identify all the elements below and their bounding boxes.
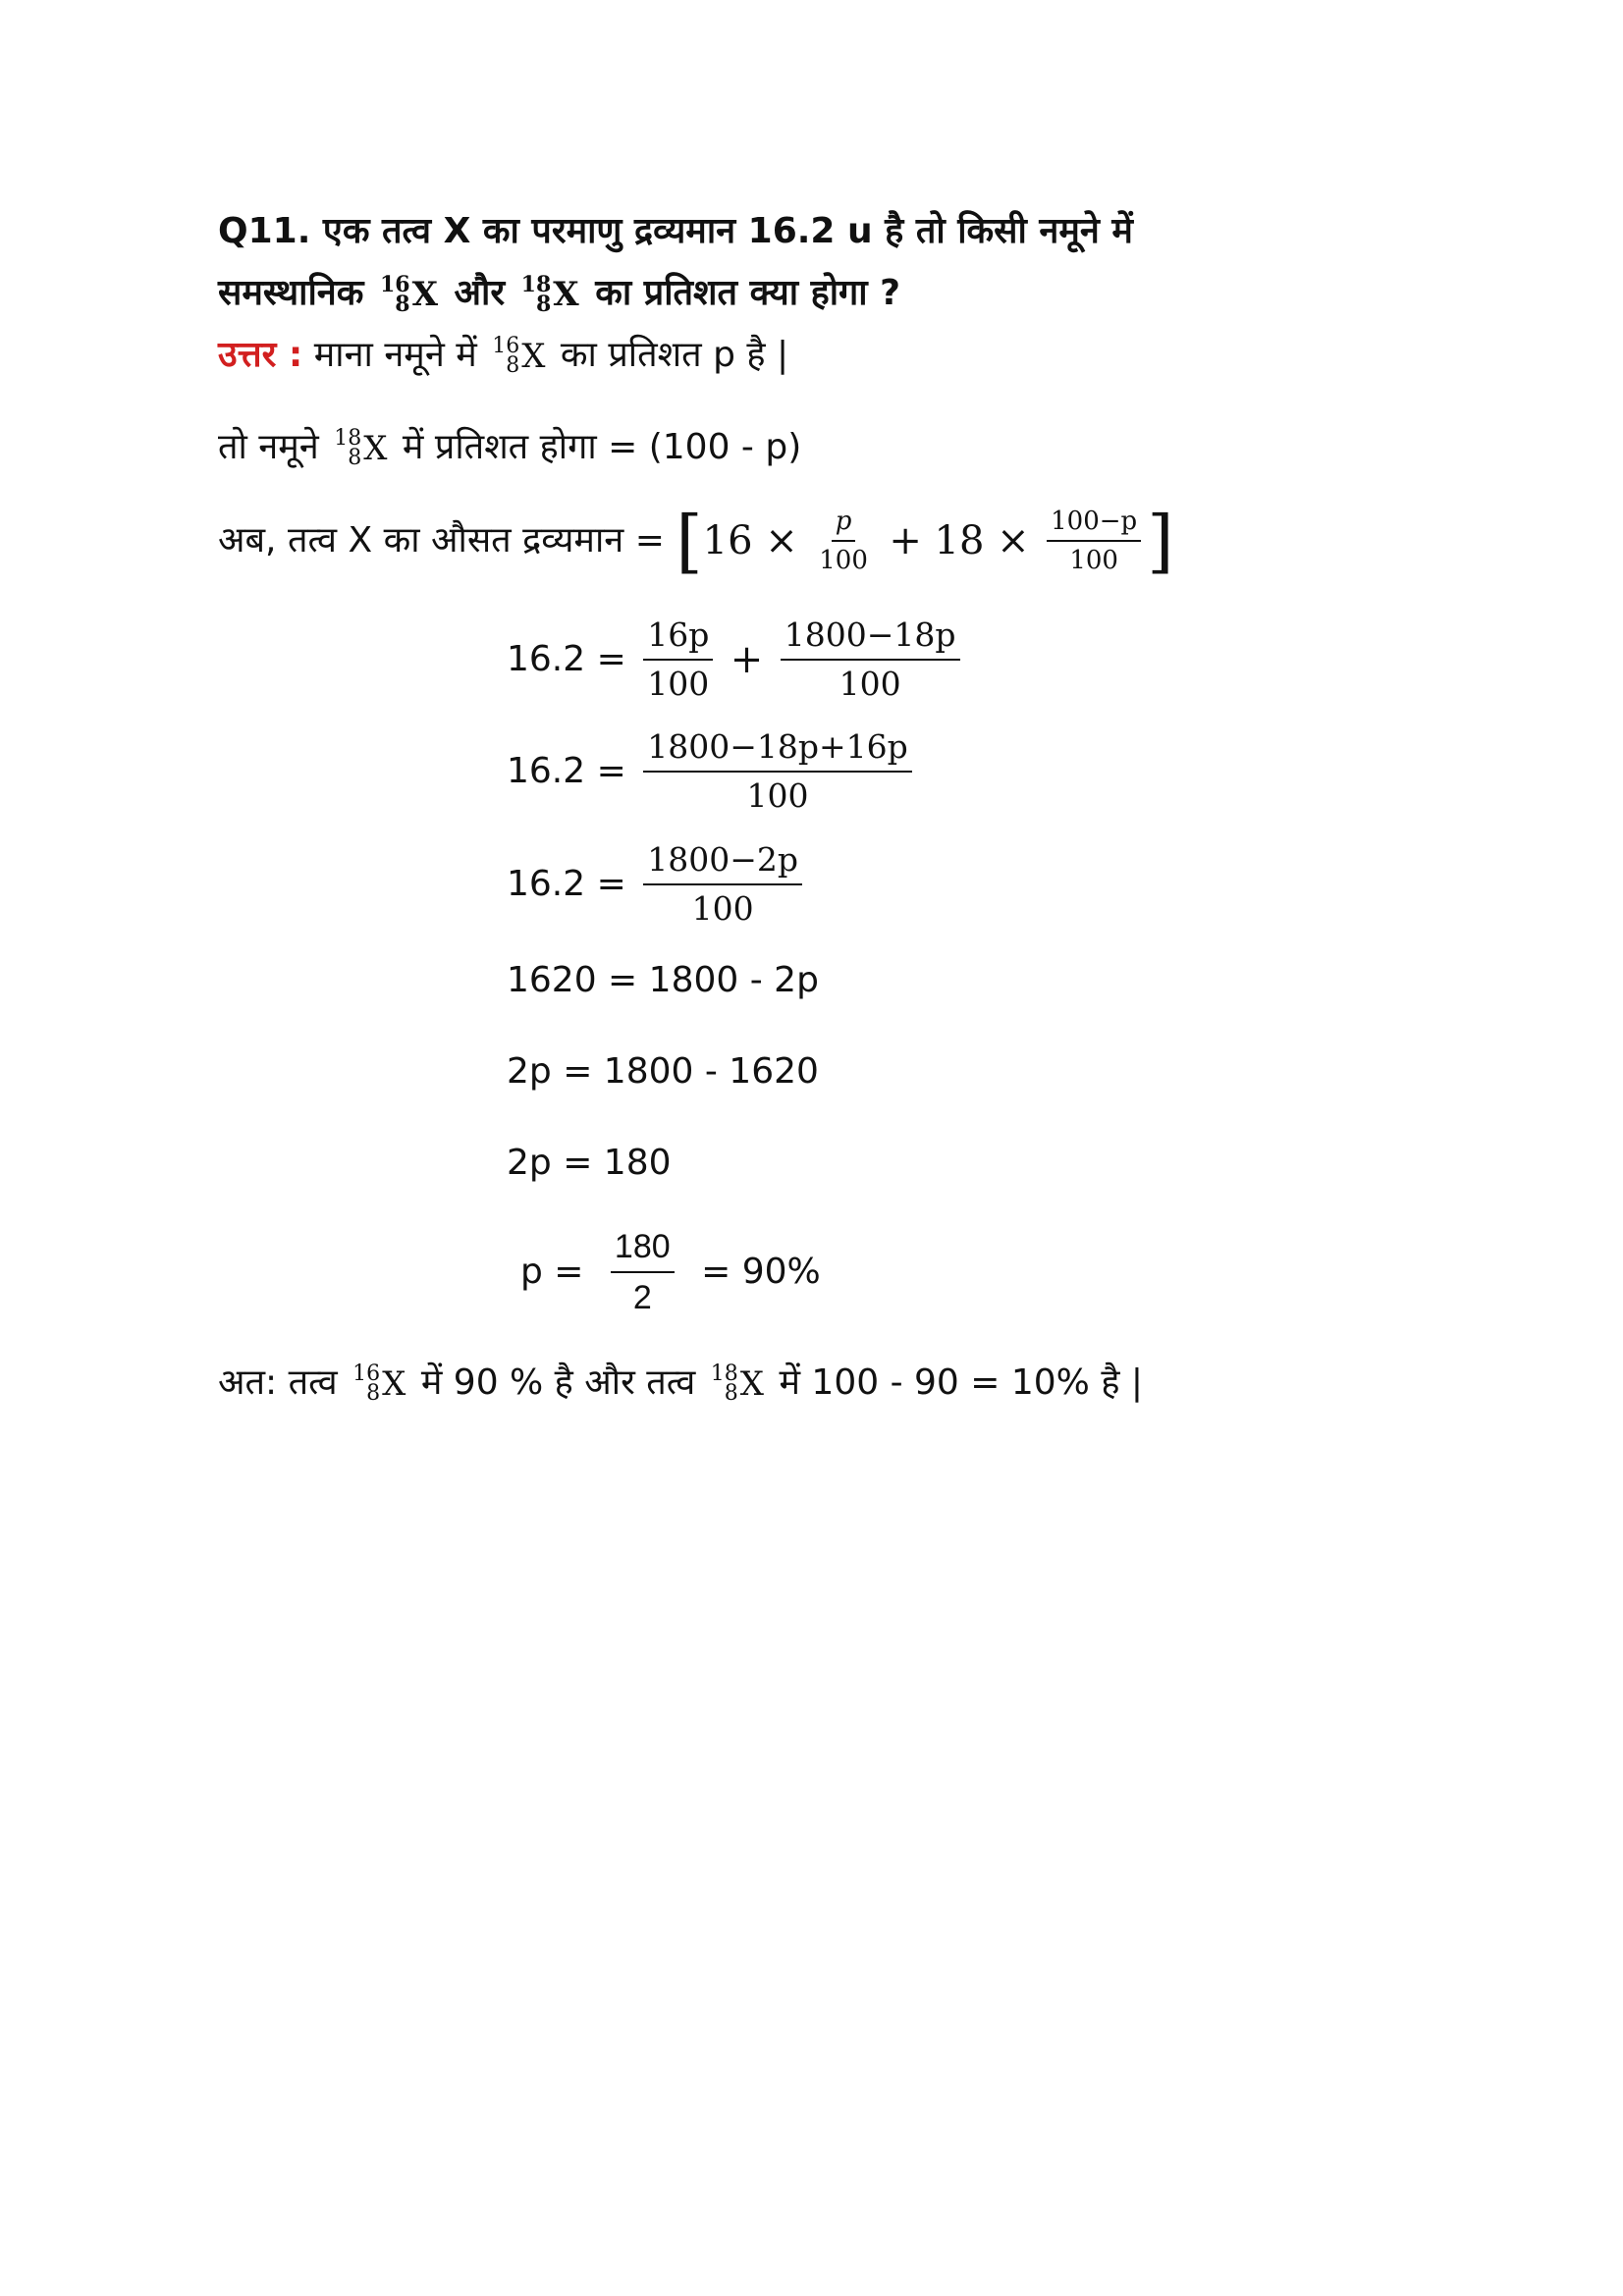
fraction-1800-minus-18p-over-100: $\frac{1800-18p}{100}$	[781, 615, 960, 704]
step-6: 2p = 180	[507, 1143, 672, 1183]
step-3: 16.2 = $\frac{1800-2p}{100}$	[507, 839, 808, 929]
left-bracket: [	[676, 501, 703, 581]
right-bracket: ]	[1147, 501, 1174, 581]
isotope-18-8-x: 18 8 X	[334, 426, 388, 470]
fraction-step-2: $\frac{1800-18p+16p}{100}$	[643, 727, 912, 816]
step-5: 2p = 1800 - 1620	[507, 1051, 819, 1092]
fraction-p-over-100: $\frac{p}{100}$	[819, 507, 868, 575]
step-2: 16.2 = $\frac{1800-18p+16p}{100}$	[507, 726, 918, 816]
isotope-18-8-x: 18 8 X	[710, 1362, 764, 1406]
conclusion-line: अत: तत्व 16 8 X में 90 % है और तत्व 18 8 X में 100 - 90 = 10% है |	[218, 1362, 1144, 1406]
question-line-1: Q11. एक तत्व X का परमाणु द्रव्यमान 16.2 u है तो किसी नमूने में	[218, 211, 1133, 251]
question-line-2: समस्थानिक 16 8 X और 18 8 X का प्रतिशत क्या होगा ?	[218, 272, 901, 317]
isotope-16-8-x: 16 8 X	[492, 334, 546, 378]
isotope-18-8-x: 18 8 X	[520, 272, 579, 317]
isotope-16-8-x: 16 8 X	[379, 272, 438, 317]
isotope-16-8-x: 16 8 X	[352, 1362, 406, 1406]
fraction-step-3: $\frac{1800-2p}{100}$	[643, 840, 802, 929]
step-4: 1620 = 1800 - 2p	[507, 960, 819, 1000]
answer-label: उत्तर :	[218, 335, 303, 375]
step-1: 16.2 = $\frac{16p}{100}$ + $\frac{1800-18p}{100}$	[507, 614, 966, 704]
answer-line-1: उत्तर : माना नमूने में 16 8 X का प्रतिशत p है |	[218, 334, 789, 378]
fraction-16p-over-100: $\frac{16p}{100}$	[643, 615, 713, 704]
average-mass-line: अब, तत्व X का औसत द्रव्यमान = [16 × $\frac{p}{100}$ + 18 × $\frac{100-p}{100}$ ]	[218, 501, 1174, 581]
step-7: p = $\frac{180}{2}$ = 90%	[520, 1228, 821, 1316]
answer-line-2: तो नमूने 18 8 X में प्रतिशत होगा = (100 - p)	[218, 426, 802, 470]
fraction-180-over-2: $\frac{180}{2}$	[611, 1226, 675, 1318]
fraction-100-minus-p-over-100: $\frac{100-p}{100}$	[1047, 507, 1141, 575]
